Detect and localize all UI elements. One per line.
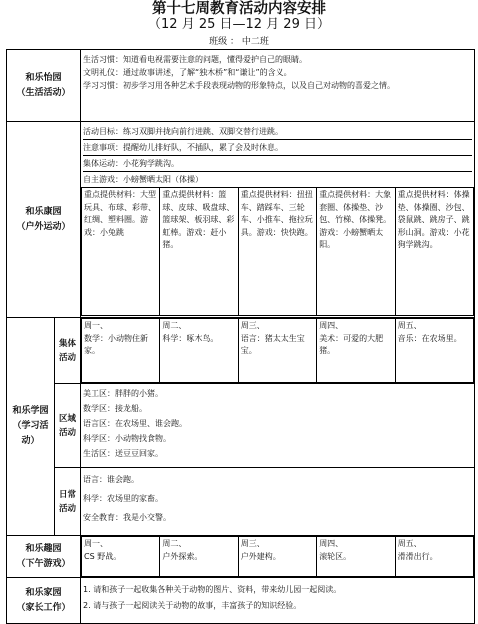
interest-day: 周二、 户外探索。 — [160, 537, 238, 577]
life-line: 文明礼仪：通过故事讲述，了解“独木桥”和“谦让”的含义。 — [83, 68, 292, 77]
life-row — [7, 50, 475, 122]
area-line: 科学区：小动物找食物。 — [83, 434, 172, 443]
outdoor-content — [81, 122, 475, 318]
life-line: 生活习惯：知道看电视需要注意的问题，懂得爱护自己的眼睛。 — [83, 55, 308, 64]
daily-row — [7, 468, 475, 536]
interest-day: 周一、 CS 野战。 — [82, 537, 160, 577]
outdoor-section-label: 和乐康园 （户外运动） — [7, 122, 81, 318]
outdoor-row — [7, 122, 475, 318]
interest-section-label: 和乐趣园 （下午游戏） — [7, 536, 81, 578]
class-label: 班级 ： 中二班 — [209, 37, 269, 47]
area-line: 生活区：送豆豆回家。 — [83, 449, 164, 458]
interest-day: 周四、 滚轮区。 — [317, 537, 395, 577]
outdoor-col-fri: 重点提供材料：体操垫、体操圈、沙包、袋鼠跳、跳房子、跳形山洞。游戏：小花狗学跳沟。 — [395, 188, 473, 316]
collective-day: 周一、 数学：小动物住新家。 — [82, 319, 160, 383]
life-line: 学习习惯：初步学习用各种艺术手段表现动物的形象特点，以及自己对动物的喜爱之情。 — [83, 81, 396, 90]
family-section-label: 和乐家园 （家长工作） — [7, 578, 81, 624]
collective-day: 周三、 语言：猪太太生宝宝。 — [238, 319, 316, 383]
area-row — [7, 384, 475, 468]
schedule-table — [6, 49, 475, 624]
area-line: 美工区：胖胖的小猪。 — [83, 389, 164, 398]
collective-day: 周四、 美术：可爱的大肥猪。 — [317, 319, 395, 383]
daily-line: 科学：农场里的家畜。 — [83, 494, 164, 503]
outdoor-line: 注意事项：提醒幼儿排好队，不插队，累了会及时休息。 — [83, 140, 472, 156]
collective-week-table — [81, 318, 474, 383]
learning-section-label: 和乐学园（学习活动） — [7, 318, 55, 536]
interest-week-table — [81, 536, 474, 577]
interest-day: 周三、 户外建构。 — [238, 537, 316, 577]
interest-day: 周五、 滑滑出行。 — [395, 537, 473, 577]
collective-day: 周二、 科学：啄木鸟。 — [160, 319, 238, 383]
outdoor-materials-table — [81, 187, 474, 316]
date-range: （12 月 25 日—12 月 29 日） — [148, 17, 330, 32]
outdoor-col-wed: 重点提供材料：扭扭车、踏踩车、三轮车、小推车、拖拉玩具。游戏：快快跑。 — [238, 188, 316, 316]
area-label: 区域活动 — [55, 384, 81, 468]
outdoor-col-thu: 重点提供材料：大象套圈、体操垫、沙包、竹梯、体操凳。游戏：小螃蟹晒太阳。 — [317, 188, 395, 316]
collective-label: 集体活动 — [55, 318, 81, 384]
outdoor-line: 自主游戏：小螃蟹晒太阳（体操） — [83, 175, 204, 184]
outdoor-col-mon: 重点提供材料：大型玩具、布球、彩带、红绸、塑料圈。游戏：小兔跳 — [82, 188, 160, 316]
family-line: 2. 请与孩子一起阅读关于动物的故事，丰富孩子的知识经验。 — [83, 601, 302, 610]
family-line: 1. 请和孩子一起收集各种关于动物的图片、资料，带来幼儿园一起阅读。 — [83, 585, 342, 594]
area-content — [81, 384, 475, 468]
family-row — [7, 578, 475, 624]
daily-line: 语言：谁会跑。 — [83, 475, 140, 484]
outdoor-line: 集体运动：小花狗学跳沟。 — [83, 156, 472, 172]
life-content — [81, 50, 475, 122]
outdoor-line: 活动目标：练习双脚并拢向前行进跳、双脚交替行进跳。 — [83, 124, 472, 140]
page-title: 第十七周教育活动内容安排 — [152, 1, 326, 17]
area-line: 语言区：在农场里、谁会跑。 — [83, 419, 188, 428]
interest-row — [7, 536, 475, 578]
daily-label: 日常活动 — [55, 468, 81, 536]
collective-row — [7, 318, 475, 384]
outdoor-col-tue: 重点提供材料：篮球、皮球、吸盘球、篮球架、板羽球、彩虹棒。游戏：赶小猪。 — [160, 188, 238, 316]
life-section-label: 和乐怡园 （生活活动） — [7, 50, 81, 122]
daily-content — [81, 468, 475, 536]
family-content — [81, 578, 475, 624]
collective-day: 周五、 音乐：在农场里。 — [395, 319, 473, 383]
daily-line: 安全教育：我是小交警。 — [83, 513, 172, 522]
area-line: 数学区：接龙船。 — [83, 404, 148, 413]
